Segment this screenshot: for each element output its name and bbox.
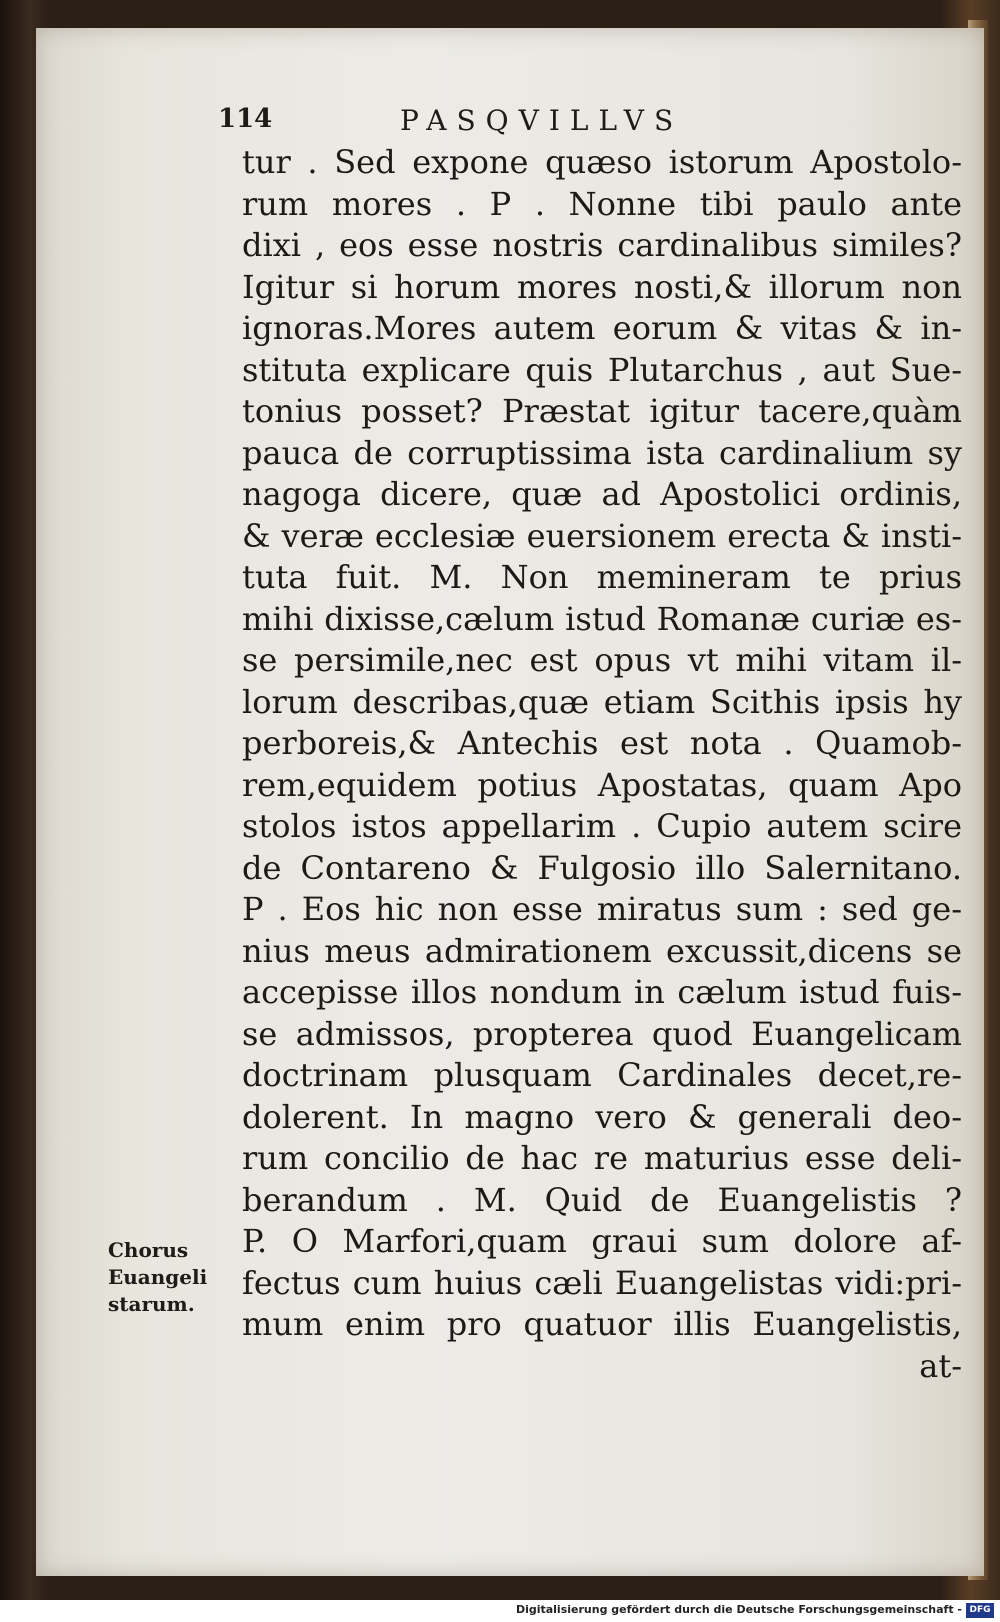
text-line: P. O Marfori,quam graui sum dolore af- <box>242 1222 962 1260</box>
text-line: stituta explicare quis Plutarchus , aut Sue- <box>242 350 962 389</box>
text-line: rem,equidem potius Apostatas, quam Apo <box>242 765 962 804</box>
text-line: se persimile,nec est opus vt mihi vitam il- <box>242 641 962 679</box>
text-line: doctrinam plusquam Cardinales decet,re- <box>242 1056 962 1094</box>
text-line: dixi , eos esse nostris cardinalibus similes? <box>242 226 962 264</box>
running-head: PASQVILLVS <box>400 104 684 137</box>
text-line: tur . Sed expone quæso istorum Apostolo- <box>242 143 962 181</box>
text-line: nagoga dicere, quæ ad Apostolici ordinis, <box>242 475 962 513</box>
footer-bar <box>0 1600 1000 1622</box>
marginal-note-line: starum. <box>108 1292 195 1316</box>
text-line: stolos istos appellarim . Cupio autem scire <box>242 807 962 845</box>
marginal-note-line: Euangeli <box>108 1265 208 1289</box>
text-line: perboreis,& Antechis est nota . Quamob- <box>242 724 962 762</box>
funding-credit: Digitalisierung gefördert durch die Deutsche Forschungsgemeinschaft - <box>515 1603 962 1616</box>
text-line: rum concilio de hac re maturius esse deli- <box>242 1139 962 1177</box>
dfg-logo-icon: DFG <box>966 1603 994 1618</box>
text-line: rum mores . P . Nonne tibi paulo ante <box>242 184 962 223</box>
text-line: accepisse illos nondum in cælum istud fuis- <box>242 973 962 1011</box>
text-line: mihi dixisse,cælum istud Romanæ curiæ es- <box>242 599 962 638</box>
marginal-note <box>108 1237 208 1318</box>
text-line: & veræ ecclesiæ euersionem erecta & insti- <box>242 516 962 555</box>
text-line: pauca de corruptissima ista cardinalium sy <box>242 433 962 472</box>
text-line: tuta fuit. M. Non memineram te prius <box>242 558 962 596</box>
page-header <box>0 104 1000 144</box>
text-line: de Contareno & Fulgosio illo Salernitano. <box>242 848 962 887</box>
text-line: se admissos, propterea quod Euangelicam <box>242 1014 962 1053</box>
text-line: lorum describas,quæ etiam Scithis ipsis hy <box>242 682 962 721</box>
page-number: 114 <box>218 104 273 134</box>
marginal-note-line: Chorus <box>108 1238 189 1262</box>
body-text <box>242 142 962 1387</box>
text-line: ignoras.Mores autem eorum & vitas & in- <box>242 309 962 347</box>
text-line: Igitur si horum mores nosti,& illorum non <box>242 267 962 306</box>
catchword: at- <box>919 1346 962 1385</box>
text-line: tonius posset? Præstat igitur tacere,quàm <box>242 392 962 430</box>
text-line: berandum . M. Quid de Euangelistis ? <box>242 1180 962 1219</box>
text-line: nius meus admirationem excussit,dicens se <box>242 931 962 970</box>
text-line: mum enim pro quatuor illis Euangelistis, <box>242 1305 962 1343</box>
text-line: P . Eos hic non esse miratus sum : sed ge- <box>242 890 962 928</box>
text-line: fectus cum huius cæli Euangelistas vidi:pri- <box>242 1263 962 1302</box>
text-line: dolerent. In magno vero & generali deo- <box>242 1097 962 1136</box>
